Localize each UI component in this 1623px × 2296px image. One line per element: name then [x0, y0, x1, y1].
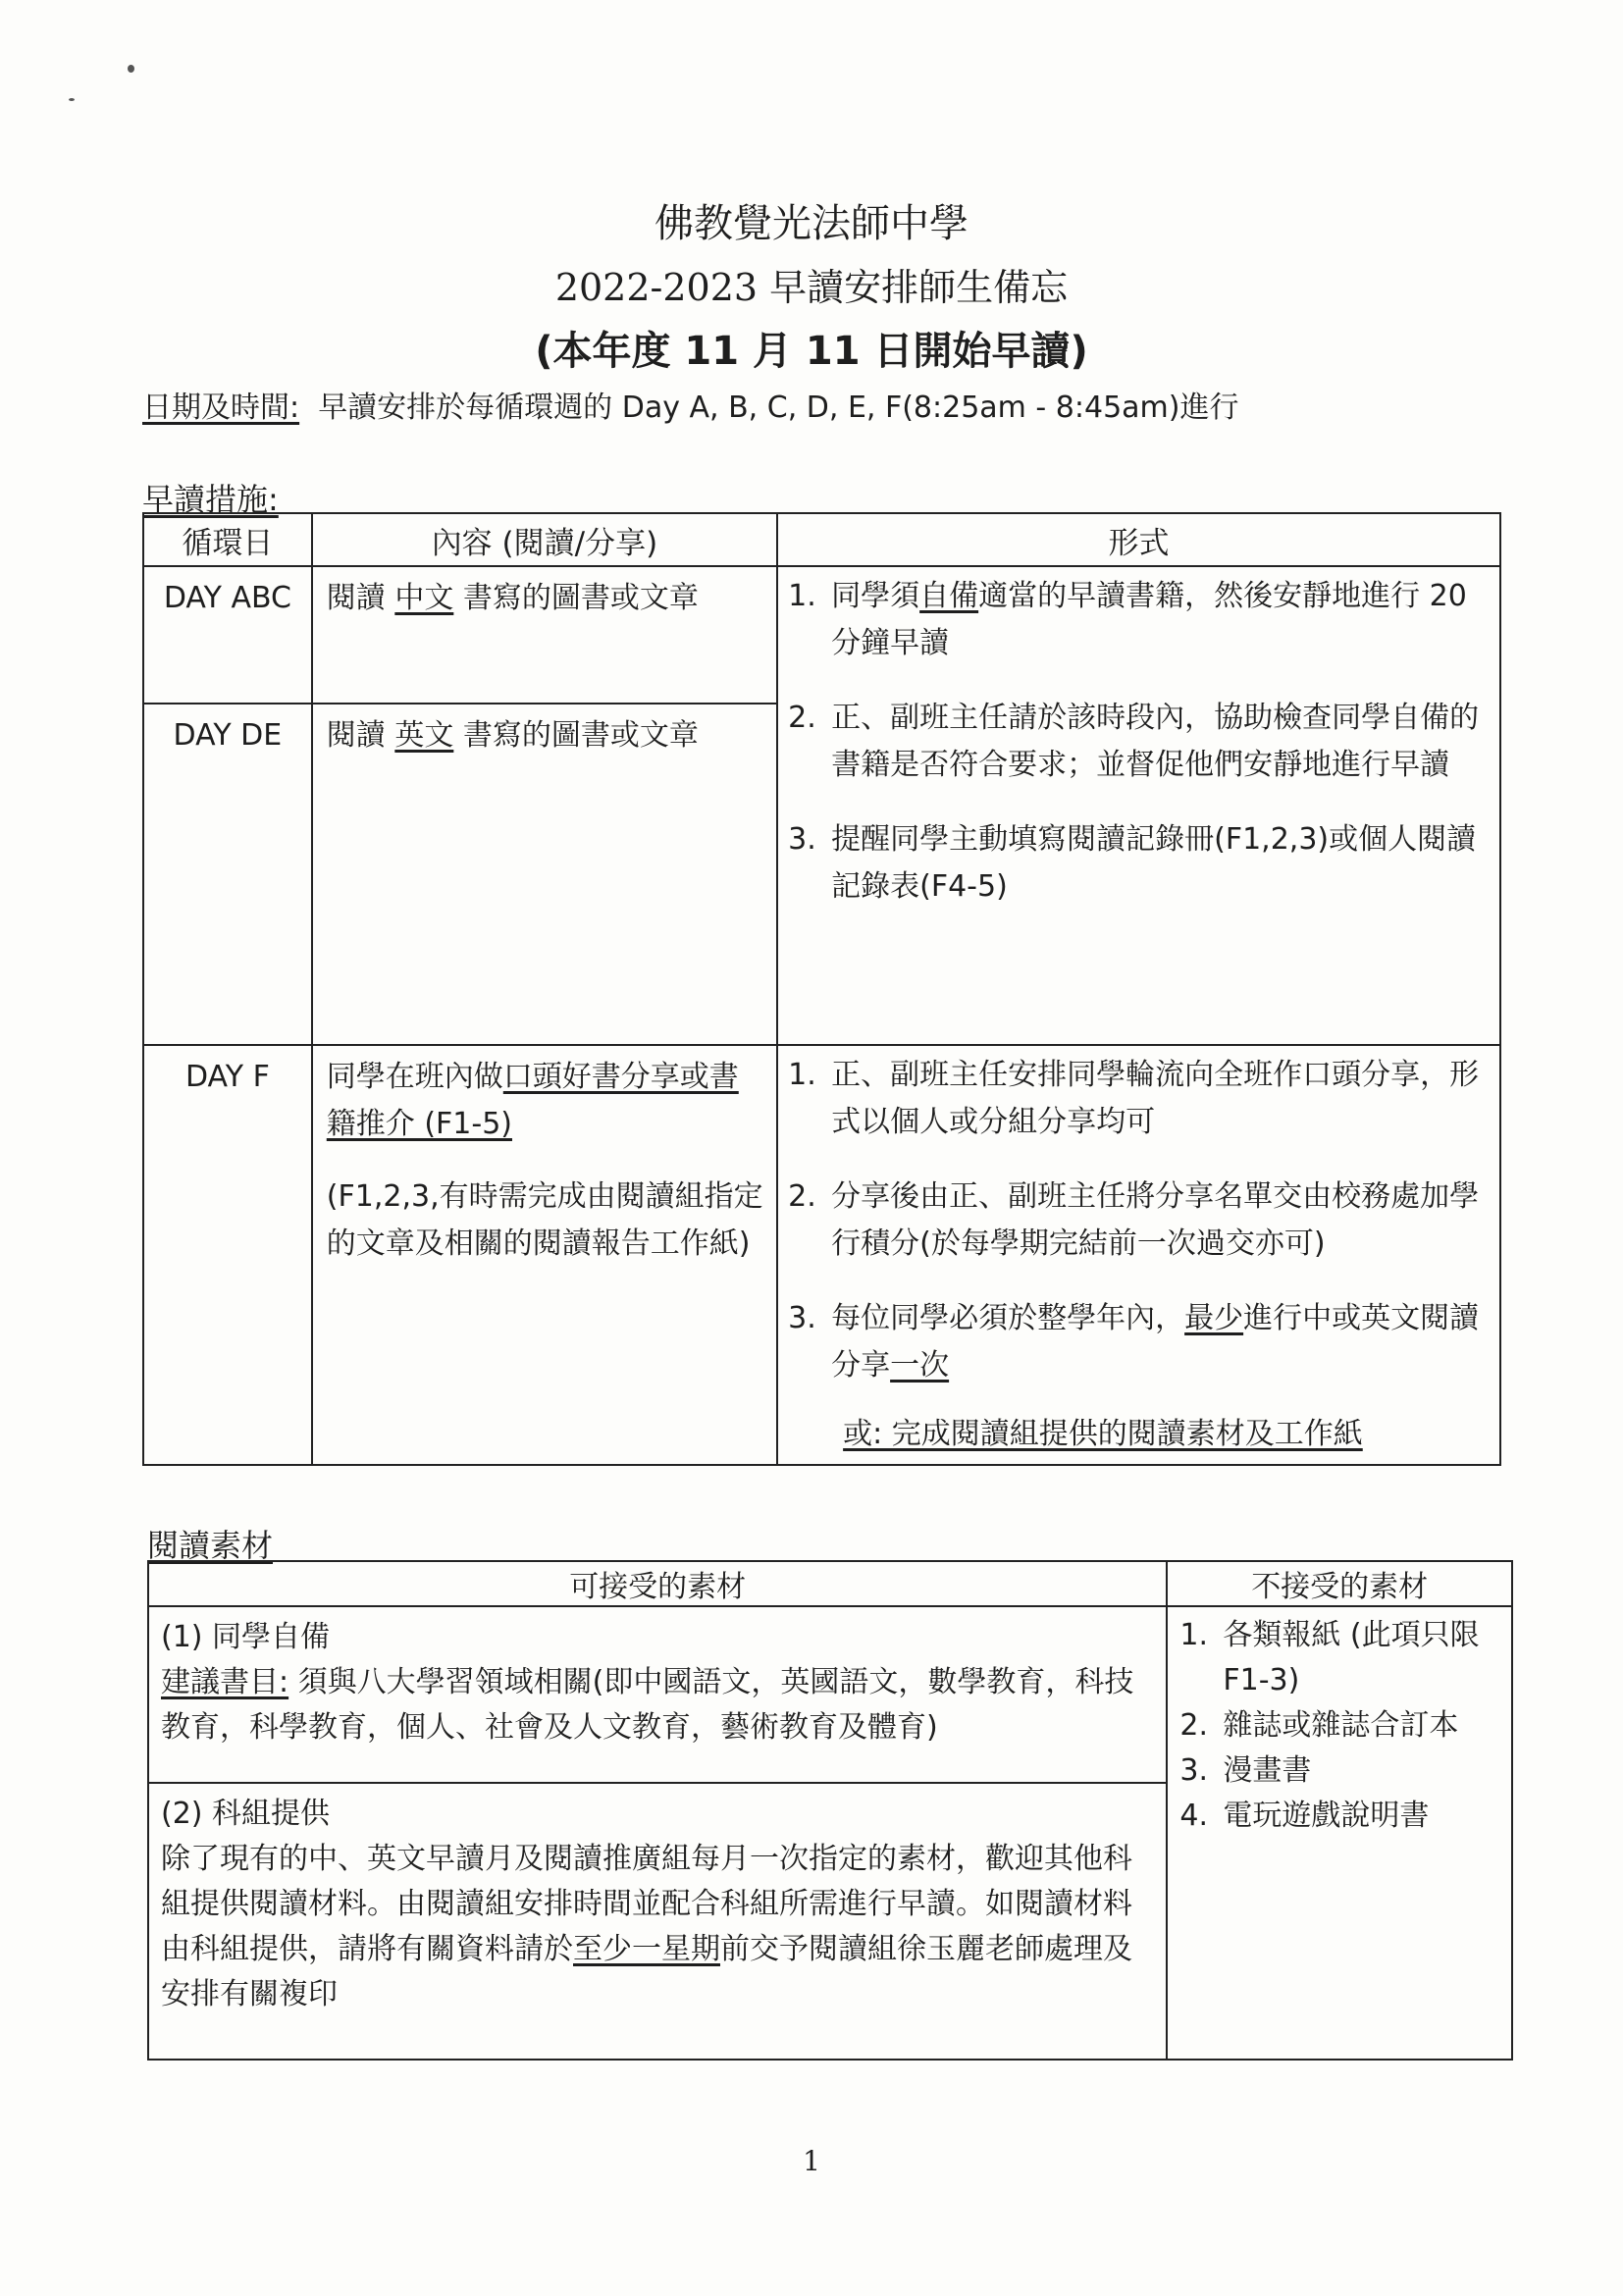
list-item: [1179, 1794, 1503, 1839]
item-text: 漫畫書: [1223, 1753, 1312, 1788]
dept-text: 前交予閱讀組徐玉麗老師處理及安排有關複印: [161, 1932, 1132, 2011]
dept-emphasis: 至少一星期: [573, 1932, 720, 1966]
item-text: 進行中或英文閱讀分享: [831, 1301, 1480, 1383]
measures-header-row: [143, 513, 1500, 566]
list-item: [784, 1174, 1492, 1268]
item-text: 電玩遊戲說明書: [1223, 1799, 1430, 1833]
item-number: 1.: [788, 1058, 816, 1092]
content-text: 書寫的圖書或文章: [453, 581, 699, 615]
dept-text: 除了現有的中、英文早讀月及閱讀推廣組每月一次指定的素材，歡迎其他科組提供閱讀材料。由閱讀組安排時間並配合科組所需進行早讀。如閱讀材料由科組提供，請將有關資料請於: [161, 1842, 1132, 1966]
list-item: [784, 1295, 1492, 1389]
content-abc: [312, 566, 777, 704]
language-chinese: 中文: [394, 581, 454, 615]
suggested-label: 建議書目:: [161, 1665, 289, 1699]
table-row: [143, 566, 1500, 704]
list-item: [784, 816, 1492, 911]
content-text: 閱讀: [326, 718, 395, 753]
content-f: [312, 1045, 777, 1465]
memo-title: 2022-2023 早讀安排師生備忘: [554, 266, 1069, 309]
page-number: 1: [803, 2145, 820, 2177]
accepted-dept: [148, 1783, 1167, 2060]
list-item: [784, 695, 1492, 789]
item-text: 同學須: [831, 579, 920, 613]
format-abcde: [777, 566, 1500, 1045]
content-text: 書寫的圖書或文章: [453, 718, 699, 753]
list-item: [1179, 1613, 1503, 1703]
start-note: (本年度 11 月 11 日開始早讀): [535, 329, 1088, 374]
header-day: 循環日: [143, 513, 312, 566]
item-number: 3.: [788, 1301, 816, 1335]
content-note: (F1,2,3,有時需完成由閱讀組指定的文章及相關的閱讀報告工作紙): [326, 1179, 763, 1261]
item-text: 正、副班主任請於該時段內，協助檢查同學自備的書籍是否符合要求；並督促他們安靜地進行早讀: [831, 701, 1480, 782]
school-name: 佛教覺光法師中學: [654, 201, 969, 246]
schedule-label: 日期及時間:: [142, 391, 300, 425]
self-text: 須與八大學習領域相關(即中國語文，英國語文，數學教育，科技教育，科學教育，個人、社會及人文教育，藝術教育及體育): [161, 1665, 1134, 1745]
item-number: 3.: [1179, 1753, 1209, 1788]
item-text: 提醒同學主動填寫閱讀記錄冊(F1,2,3)或個人閱讀記錄表(F4-5): [831, 822, 1477, 904]
item-number: 3.: [788, 822, 816, 857]
day-f: DAY F: [143, 1045, 312, 1465]
item-text: 各類報紙 (此項只限 F1-3): [1223, 1618, 1480, 1697]
header-rejected: 不接受的素材: [1167, 1561, 1512, 1606]
accepted-self: [148, 1606, 1167, 1783]
day-de: DAY DE: [143, 704, 312, 1045]
item-number: 1.: [788, 579, 816, 613]
materials-heading: 閱讀素材: [147, 1527, 274, 1564]
materials-table: [147, 1560, 1513, 2061]
item-text: 每位同學必須於整學年內，: [831, 1301, 1185, 1335]
language-english: 英文: [394, 718, 454, 753]
item-number: 2.: [788, 701, 816, 735]
item-emphasis: 自備: [919, 579, 979, 613]
format-f: [777, 1045, 1500, 1465]
item-number: 2.: [788, 1179, 816, 1214]
list-item: [784, 1052, 1492, 1146]
content-emphasis: 口頭好書分享或書籍推介 (F1-5): [326, 1060, 739, 1141]
item-number: 2.: [1179, 1708, 1209, 1743]
table-row: [143, 1045, 1500, 1465]
item-text: 雜誌或雜誌合訂本: [1223, 1708, 1459, 1743]
content-de: [312, 704, 777, 1045]
item-text: 適當的早讀書籍，然後安靜地進行 20 分鐘早讀: [831, 579, 1467, 660]
item-number: 4.: [1179, 1799, 1209, 1833]
header-content: 內容 (閱讀/分享): [312, 513, 777, 566]
item-text: 正、副班主任安排同學輪流向全班作口頭分享，形式以個人或分組分享均可: [831, 1058, 1480, 1139]
schedule-line: [142, 383, 1238, 426]
schedule-text: 早讀安排於每循環週的 Day A, B, C, D, E, F(8:25am - 8:45am)進行: [318, 391, 1239, 425]
measures-heading: 早讀措施:: [142, 481, 279, 518]
measures-table: [142, 512, 1501, 1466]
day-abc: DAY ABC: [143, 566, 312, 704]
scan-speck: [128, 65, 134, 73]
or-alternative: 或: 完成閱讀組提供的閱讀素材及工作紙: [843, 1417, 1363, 1451]
list-item: [784, 573, 1492, 667]
rejected-materials: [1167, 1606, 1512, 2060]
header-accepted: 可接受的素材: [148, 1561, 1167, 1606]
self-title: (1) 同學自備: [161, 1620, 331, 1654]
materials-header-row: [148, 1561, 1512, 1606]
item-number: 1.: [1179, 1618, 1209, 1652]
item-text: 分享後由正、副班主任將分享名單交由校務處加學行積分(於每學期完結前一次過交亦可): [831, 1179, 1480, 1261]
item-emphasis: 最少: [1184, 1301, 1244, 1335]
list-item: [1179, 1703, 1503, 1748]
content-text: 閱讀: [326, 581, 395, 615]
dept-title: (2) 科組提供: [161, 1797, 331, 1831]
list-item: [1179, 1748, 1503, 1794]
header-format: 形式: [777, 513, 1500, 566]
scan-speck: [69, 98, 75, 101]
item-emphasis: 一次: [890, 1348, 950, 1383]
table-row: [148, 1606, 1512, 1783]
content-text: 同學在班內做: [326, 1060, 503, 1094]
